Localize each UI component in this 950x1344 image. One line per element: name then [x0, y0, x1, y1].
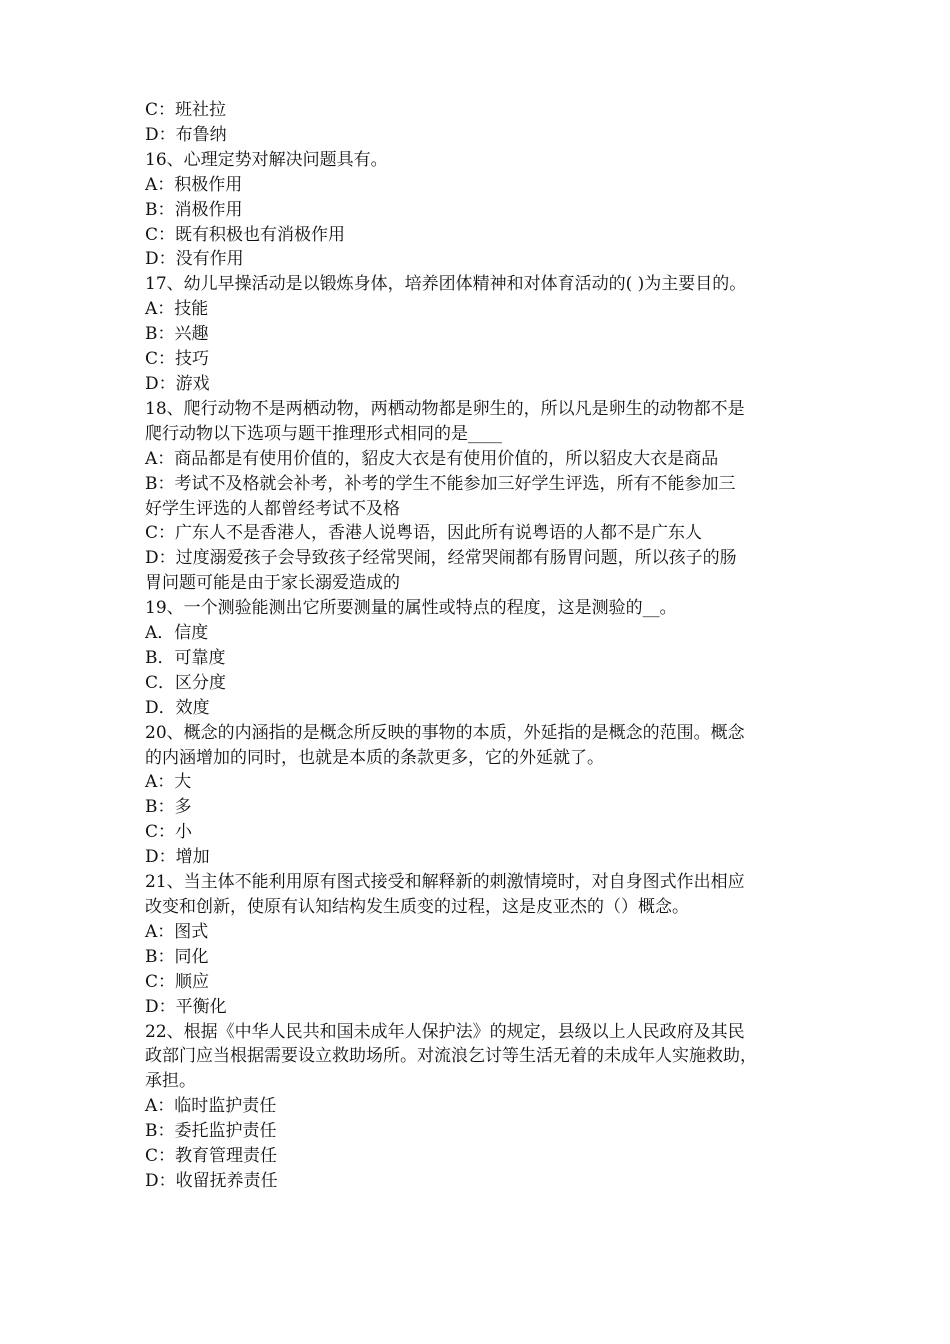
option-line: B：多: [145, 797, 192, 818]
option-line: B：同化: [145, 946, 209, 967]
option-line: C：班社拉: [145, 100, 227, 120]
option-line: C：小: [145, 822, 193, 843]
option-line: D：游戏: [145, 373, 210, 394]
option-line: B：委托监护责任: [145, 1121, 277, 1142]
option-line: A：商品都是有使用价值的，貂皮大衣是有使用价值的，所以貂皮大衣是商品: [145, 448, 719, 469]
text-line: 的内涵增加的同时，也就是本质的条款更多，它的外延就了。: [145, 747, 604, 768]
document-body: [145, 98, 820, 1194]
option-line: A：图式: [145, 921, 209, 942]
option-line: A．信度: [145, 623, 209, 644]
question-line: 17、幼儿早操活动是以锻炼身体，培养团体精神和对体育活动的( )为主要目的。: [145, 274, 747, 295]
option-line: D：增加: [145, 847, 210, 868]
option-line: C：技巧: [145, 349, 210, 370]
question-line: 20、概念的内涵指的是概念所反映的事物的本质，外延指的是概念的范围。概念: [145, 722, 745, 743]
option-line: D：过度溺爱孩子会导致孩子经常哭闹，经常哭闹都有肠胃问题，所以孩子的肠: [145, 548, 737, 569]
text-line: 爬行动物以下选项与题干推理形式相同的是____: [145, 423, 502, 444]
option-line: C：教育管理责任: [145, 1146, 278, 1167]
question-line: 18、爬行动物不是两栖动物，两栖动物都是卵生的，所以凡是卵生的动物都不是: [145, 398, 745, 419]
option-line: D：没有作用: [145, 249, 244, 270]
question-line: 16、心理定势对解决问题具有。: [145, 149, 388, 170]
option-line: B．可靠度: [145, 647, 226, 668]
option-line: C．区分度: [145, 672, 227, 693]
option-line: A：积极作用: [145, 174, 243, 195]
text-line: 好学生评选的人都曾经考试不及格: [145, 498, 400, 519]
option-line: A：技能: [145, 299, 209, 320]
question-line: 19、一个测验能测出它所要测量的属性或特点的程度，这是测验的__。: [145, 598, 677, 619]
text-line: 政部门应当根据需要设立救助场所。对流浪乞讨等生活无着的未成年人实施救助，: [145, 1046, 757, 1067]
option-line: B：兴趣: [145, 324, 209, 345]
option-line: B：消极作用: [145, 199, 243, 220]
option-line: D：收留抚养责任: [145, 1170, 278, 1191]
option-line: C：广东人不是香港人，香港人说粤语，因此所有说粤语的人都不是广东人: [145, 523, 703, 544]
option-line: A：大: [145, 772, 192, 793]
option-line: D．效度: [145, 697, 210, 718]
question-line: 21、当主体不能利用原有图式接受和解释新的刺激情境时，对自身图式作出相应: [145, 872, 745, 893]
option-line: A：临时监护责任: [145, 1096, 277, 1117]
option-line: D：布鲁纳: [145, 124, 227, 145]
text-line: 改变和创新，使原有认知结构发生质变的过程，这是皮亚杰的（）概念。: [145, 897, 689, 917]
question-line: 22、根据《中华人民共和国未成年人保护法》的规定，县级以上人民政府及其民: [145, 1021, 745, 1042]
option-line: B：考试不及格就会补考，补考的学生不能参加三好学生评选，所有不能参加三: [145, 473, 736, 494]
text-line: 承担。: [145, 1071, 196, 1092]
text-line: 胃问题可能是由于家长溺爱造成的: [145, 573, 400, 594]
option-line: C：既有积极也有消极作用: [145, 224, 346, 245]
option-line: D：平衡化: [145, 996, 227, 1017]
option-line: C：顺应: [145, 971, 210, 992]
